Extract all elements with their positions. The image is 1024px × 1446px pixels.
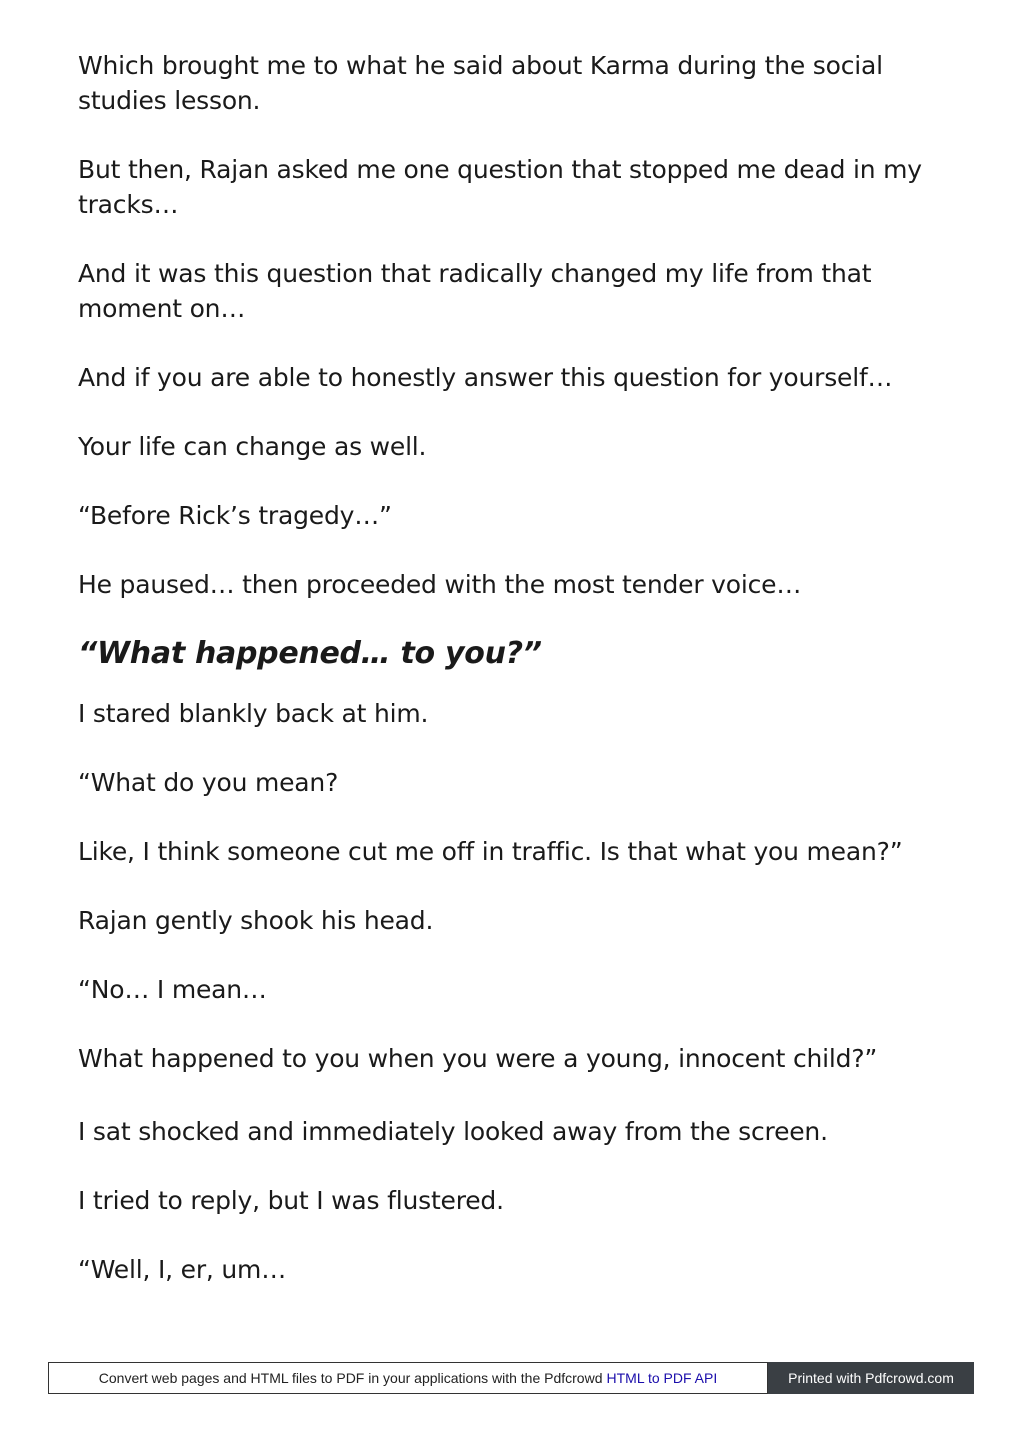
paragraph: “What do you mean?	[78, 768, 339, 797]
html-to-pdf-api-link[interactable]: HTML to PDF API	[606, 1370, 718, 1386]
pdfcrowd-footer	[48, 1362, 974, 1394]
paragraph: But then, Rajan asked me one question that stopped me dead in my tracks…	[78, 155, 922, 219]
paragraph: Like, I think someone cut me off in traffic. Is that what you mean?”	[78, 837, 903, 866]
paragraph: Rajan gently shook his head.	[78, 906, 434, 935]
paragraph: Which brought me to what he said about Karma during the social studies lesson.	[78, 51, 883, 115]
document-body	[78, 48, 938, 1321]
paragraph: Your life can change as well.	[78, 432, 427, 461]
printed-with-badge[interactable]: Printed with Pdfcrowd.com	[768, 1362, 974, 1394]
footer-promo-text: Convert web pages and HTML files to PDF in your applications with the Pdfcrowd	[98, 1370, 603, 1386]
paragraph: I sat shocked and immediately looked away from the screen.	[78, 1117, 828, 1146]
paragraph: “Well, I, er, um…	[78, 1255, 286, 1284]
footer-promo	[48, 1362, 768, 1394]
paragraph: “Before Rick’s tragedy…”	[78, 501, 392, 530]
paragraph: I tried to reply, but I was flustered.	[78, 1186, 504, 1215]
paragraph: I stared blankly back at him.	[78, 699, 429, 728]
paragraph: And if you are able to honestly answer this question for yourself…	[78, 363, 893, 392]
paragraph: “No… I mean…	[78, 975, 267, 1004]
emphasis-heading: “What happened… to you?”	[78, 636, 542, 671]
paragraph: What happened to you when you were a young, innocent child?”	[78, 1044, 878, 1073]
paragraph: He paused… then proceeded with the most tender voice…	[78, 570, 802, 599]
paragraph: And it was this question that radically changed my life from that moment on…	[78, 259, 872, 323]
